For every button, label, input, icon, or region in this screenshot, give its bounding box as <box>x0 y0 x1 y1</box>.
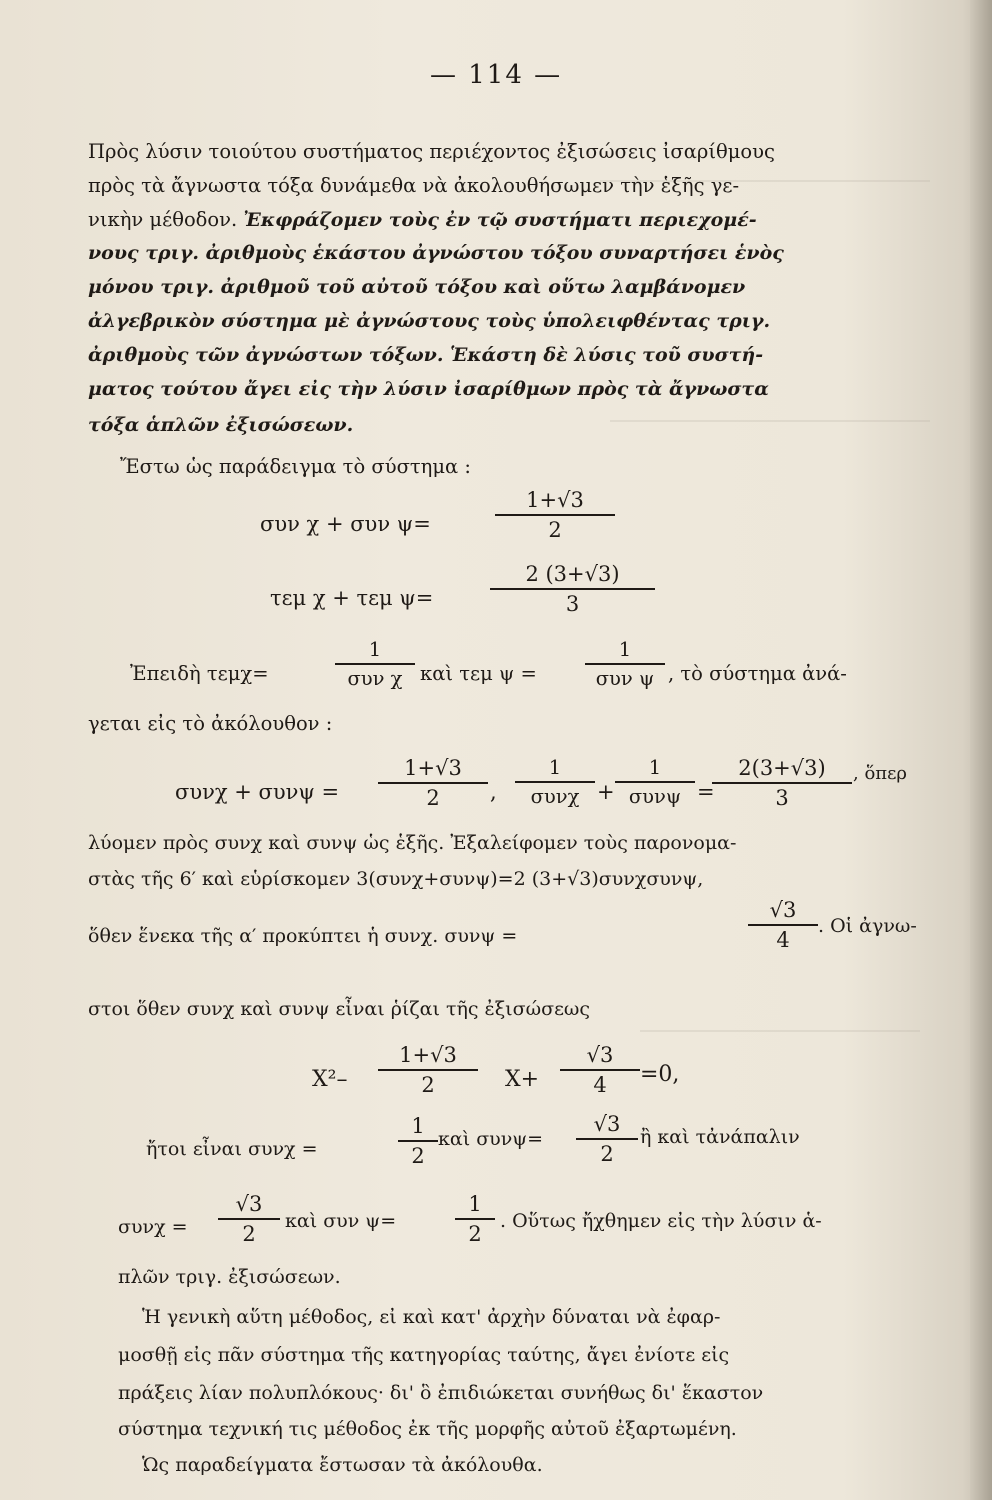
fraction-denominator: 4 <box>776 928 790 952</box>
equation-3-tail: , ὅπερ <box>853 763 908 784</box>
fraction-numerator: √3 <box>218 1192 280 1220</box>
intro-line-italic: μόνου τριγ. ἀριθμοῦ τοῦ αὐτοῦ τόξου καὶ οὕτω λαμβάνομεν <box>88 276 746 298</box>
roots-line2-word: συνχ = <box>118 1216 188 1238</box>
bleed-through-rule <box>640 1030 920 1032</box>
fraction-numerator: 1 <box>398 1114 438 1142</box>
solve-line-3b: . Οἱ ἀγνω- <box>818 915 917 937</box>
intro-line: Πρὸς λύσιν τοιούτου συστήματος περιέχοντος ἐξισώσεις ἰσαρίθμους <box>88 140 775 163</box>
fraction-numerator: 1+√3 <box>378 756 488 784</box>
equation-3-lhs: συνχ + συνψ = <box>175 780 340 804</box>
quadratic-x2: X²– <box>312 1067 348 1092</box>
intro-line <box>88 208 757 231</box>
fraction-numerator: 1 <box>515 756 595 783</box>
closing-line: σύστημα τεχνική τις μέθοδος ἐκ τῆς μορφῆς αὐτοῦ ἐξαρτωμένη. <box>118 1418 737 1440</box>
roots-fraction-4 <box>455 1192 495 1246</box>
intro-line-italic: τόξα ἁπλῶν ἐξισώσεων. <box>88 414 354 436</box>
closing-line: Ἡ γενικὴ αὕτη μέθοδος, εἰ καὶ κατ' ἀρχὴν δύναται νὰ ἐφαρ- <box>142 1306 721 1328</box>
equation-3-plus: + <box>597 780 615 804</box>
fraction-denominator: συνχ <box>530 785 580 808</box>
fraction-numerator: 1 <box>455 1192 495 1220</box>
closing-line: πράξεις λίαν πολυπλόκους· δι' ὃ ἐπιδιώκεται συνήθως δι' ἕκαστον <box>118 1382 764 1404</box>
fraction-denominator: συν ψ <box>595 667 655 690</box>
fraction-denominator: 2 <box>426 786 440 810</box>
fraction-numerator: 1+√3 <box>495 488 615 516</box>
fraction-denominator: 3 <box>775 786 789 810</box>
intro-line-italic: Ἐκφράζομεν τοὺς ἐν τῷ συστήματι περιεχομέ- <box>243 209 757 231</box>
intro-line-italic: ἀλγεβρικὸν σύστημα μὲ ἀγνώστους τοὺς ὑπολειφθέντας τριγ. <box>88 310 771 332</box>
equation-3-fraction-a <box>378 756 488 810</box>
fraction-numerator: √3 <box>560 1043 640 1071</box>
solve-fraction <box>748 898 818 952</box>
roots-line2-mid: καὶ συν ψ= <box>285 1210 397 1232</box>
fraction-numerator: 1 <box>335 638 415 665</box>
fraction-numerator: √3 <box>748 898 818 926</box>
intro-line-italic: ματος τούτου ἄγει εἰς τὴν λύσιν ἰσαρίθμων πρὸς τὰ ἄγνωστα <box>88 378 769 400</box>
intro-line-italic: ἀριθμοὺς τῶν ἀγνώστων τόξων. Ἑκάστη δὲ λύσις τοῦ συστή- <box>88 344 764 366</box>
roots-tail: ἢ καὶ τἀνάπαλιν <box>640 1126 800 1148</box>
equation-1-fraction <box>495 488 615 542</box>
roots-fraction-3 <box>218 1192 280 1246</box>
fraction-denominator: συνψ <box>628 785 682 808</box>
since-line-2: γεται εἰς τὸ ἀκόλουθον : <box>88 712 333 735</box>
since-fraction-2 <box>585 638 665 690</box>
fraction-denominator: 2 <box>468 1222 482 1246</box>
equation-3-fraction-c <box>615 756 695 808</box>
roots-line3: πλῶν τριγ. ἐξισώσεων. <box>118 1266 341 1288</box>
roots-line2-tail: . Οὕτως ἤχθημεν εἰς τὴν λύσιν ἁ- <box>500 1210 822 1232</box>
equation-3-fraction-d <box>712 756 852 810</box>
quadratic-mid: X+ <box>505 1067 540 1092</box>
page-spine-shadow <box>970 0 992 1500</box>
equation-3-fraction-b <box>515 756 595 808</box>
since-fraction-1 <box>335 638 415 690</box>
solve-line: στὰς τῆς 6′ καὶ εὑρίσκομεν 3(συνχ+συνψ)=2 (3+√3)συνχσυνψ, <box>88 868 704 890</box>
equation-3-comma: , <box>490 780 497 804</box>
fraction-denominator: 2 <box>411 1144 425 1168</box>
quadratic-fraction-b <box>378 1043 478 1097</box>
roots-word: ἤτοι εἶναι συνχ = <box>146 1138 318 1160</box>
fraction-denominator: 2 <box>421 1073 435 1097</box>
page-number: — 114 — <box>430 60 563 90</box>
quadratic-fraction-c <box>560 1043 640 1097</box>
roots-fraction-1 <box>398 1114 438 1168</box>
bleed-through-rule <box>610 420 930 422</box>
since-mid: καὶ τεμ ψ = <box>420 662 537 685</box>
solve-line: λύομεν πρὸς συνχ καὶ συνψ ὡς ἑξῆς. Ἐξαλείφομεν τοὺς παρονομα- <box>88 832 737 854</box>
equation-2-lhs: τεμ χ + τεμ ψ= <box>270 586 434 610</box>
fraction-numerator: √3 <box>576 1112 638 1140</box>
solve-line-3a: ὅθεν ἕνεκα τῆς α′ προκύπτει ἡ συνχ. συνψ = <box>88 925 518 947</box>
roots-fraction-2 <box>576 1112 638 1166</box>
intro-line-plain: νικὴν μέθοδον. <box>88 208 238 231</box>
fraction-numerator: 1 <box>615 756 695 783</box>
equation-2-fraction <box>490 562 655 616</box>
intro-line-italic: νους τριγ. ἀριθμοὺς ἑκάστου ἀγνώστου τόξου συναρτήσει ἑνὸς <box>88 242 784 264</box>
equation-3-equals: = <box>697 780 715 804</box>
fraction-numerator: 1+√3 <box>378 1043 478 1071</box>
closing-line: Ὡς παραδείγματα ἔστωσαν τὰ ἀκόλουθα. <box>142 1454 543 1476</box>
fraction-denominator: συν χ <box>347 667 403 690</box>
fraction-denominator: 3 <box>565 592 580 616</box>
since-tail: , τὸ σύστημα ἀνά- <box>668 662 847 685</box>
intro-line: πρὸς τὰ ἄγνωστα τόξα δυνάμεθα νὰ ἀκολουθήσωμεν τὴν ἑξῆς γε- <box>88 174 740 197</box>
fraction-denominator: 2 <box>548 518 562 542</box>
fraction-denominator: 2 <box>242 1222 256 1246</box>
closing-line: μοσθῇ εἰς πᾶν σύστημα τῆς κατηγορίας ταύτης, ἄγει ἐνίοτε εἰς <box>118 1344 730 1366</box>
fraction-denominator: 4 <box>593 1073 607 1097</box>
roots-mid: καὶ συνψ= <box>438 1128 544 1150</box>
fraction-numerator: 2 (3+√3) <box>490 562 655 590</box>
equation-1-lhs: συν χ + συν ψ= <box>260 512 431 536</box>
fraction-numerator: 2(3+√3) <box>712 756 852 784</box>
solve-line: στοι ὅθεν συνχ καὶ συνψ εἶναι ῥίζαι τῆς ἐξισώσεως <box>88 998 591 1020</box>
example-intro: Ἔστω ὡς παράδειγμα τὸ σύστημα : <box>120 455 471 478</box>
quadratic-tail: =0, <box>640 1062 680 1087</box>
since-word: Ἐπειδὴ τεμχ= <box>130 662 269 685</box>
fraction-denominator: 2 <box>600 1142 614 1166</box>
fraction-numerator: 1 <box>585 638 665 665</box>
